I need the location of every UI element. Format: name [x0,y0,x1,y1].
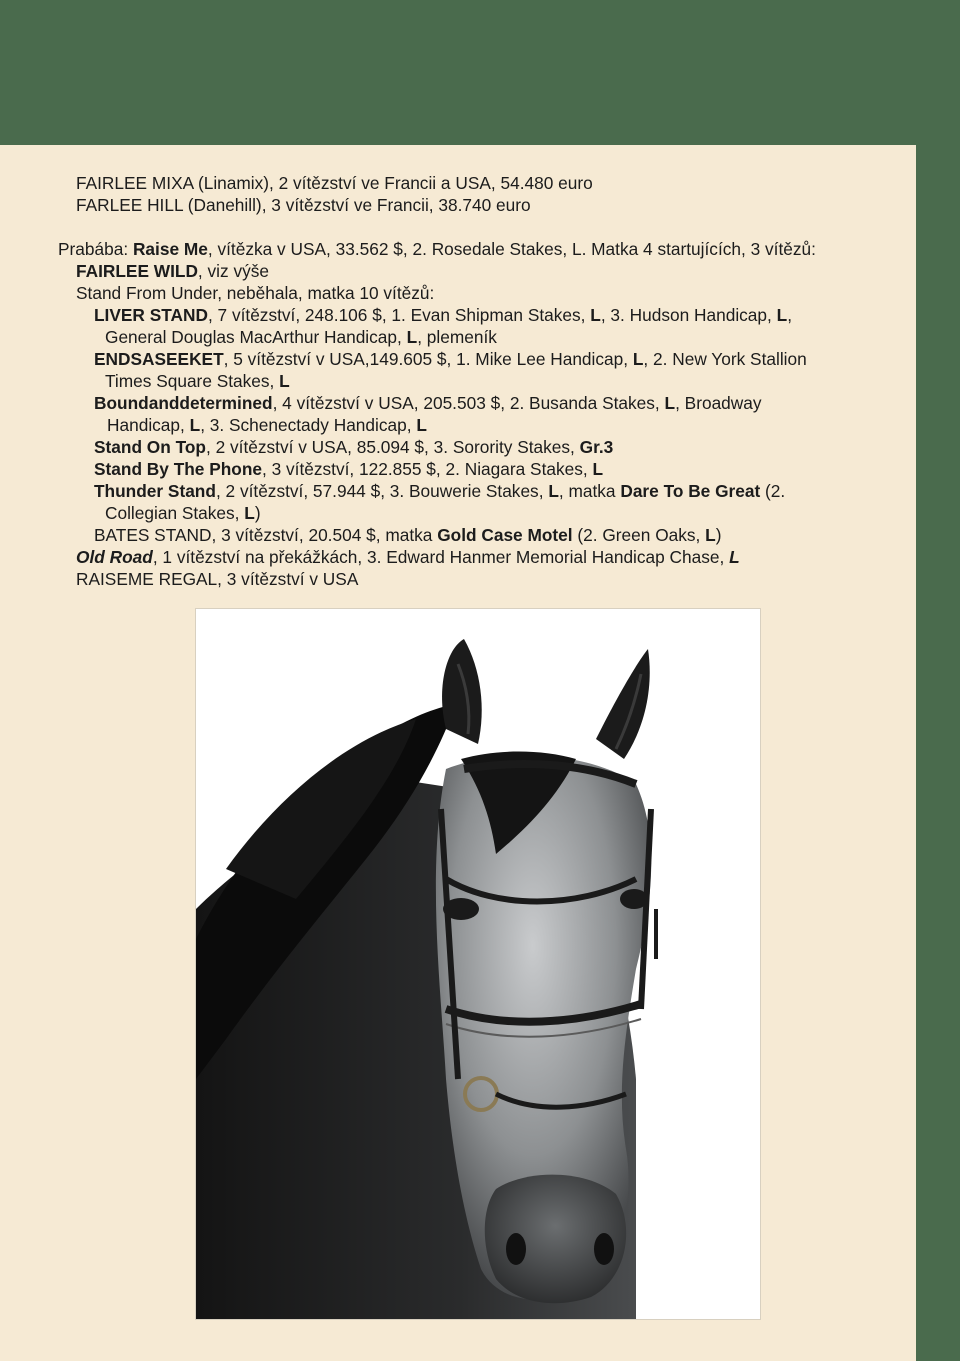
pedigree-line: Thunder Stand, 2 vítězství, 57.944 $, 3. Bouwerie Stakes, L, matka Dare To Be Great (2. [94,481,786,501]
pedigree-line: Collegian Stakes, L) [105,503,261,523]
pedigree-line: Stand On Top, 2 vítězství v USA, 85.094 $, 3. Sorority Stakes, Gr.3 [94,437,614,457]
pedigree-line: Times Square Stakes, L [105,371,290,391]
pedigree-line: Old Road, 1 vítězství na překážkách, 3. Edward Hanmer Memorial Handicap Chase, L [76,547,740,567]
pedigree-line: General Douglas MacArthur Handicap, L, plemeník [105,327,497,347]
pedigree-line: FAIRLEE WILD, viz výše [76,261,269,281]
pedigree-line: Stand From Under, neběhala, matka 10 vítězů: [76,283,435,303]
pedigree-text [0,172,916,590]
pedigree-line: ENDSASEEKET, 5 vítězství v USA,149.605 $, 1. Mike Lee Handicap, L, 2. New York Stallion [94,349,807,369]
pedigree-line: Prabába: Raise Me, vítězka v USA, 33.562 $, 2. Rosedale Stakes, L. Matka 4 startujících, 3 vítězů: [58,239,816,259]
pedigree-line: FARLEE HILL (Danehill), 3 vítězství ve Francii, 38.740 euro [76,195,531,215]
horse-head-illustration [196,609,760,1319]
pedigree-line: FAIRLEE MIXA (Linamix), 2 vítězství ve Francii a USA, 54.480 euro [76,173,593,193]
pedigree-line: Boundanddetermined, 4 vítězství v USA, 205.503 $, 2. Busanda Stakes, L, Broadway [94,393,762,413]
pedigree-line: RAISEME REGAL, 3 vítězství v USA [76,569,359,589]
pedigree-line: BATES STAND, 3 vítězství, 20.504 $, matka Gold Case Motel (2. Green Oaks, L) [94,525,722,545]
horse-photo [195,608,761,1320]
spacer [0,216,916,238]
pedigree-line: LIVER STAND, 7 vítězství, 248.106 $, 1. Evan Shipman Stakes, L, 3. Hudson Handicap, L, [94,305,793,325]
pedigree-line: Stand By The Phone, 3 vítězství, 122.855 $, 2. Niagara Stakes, L [94,459,604,479]
pedigree-line: Handicap, L, 3. Schenectady Handicap, L [107,415,427,435]
